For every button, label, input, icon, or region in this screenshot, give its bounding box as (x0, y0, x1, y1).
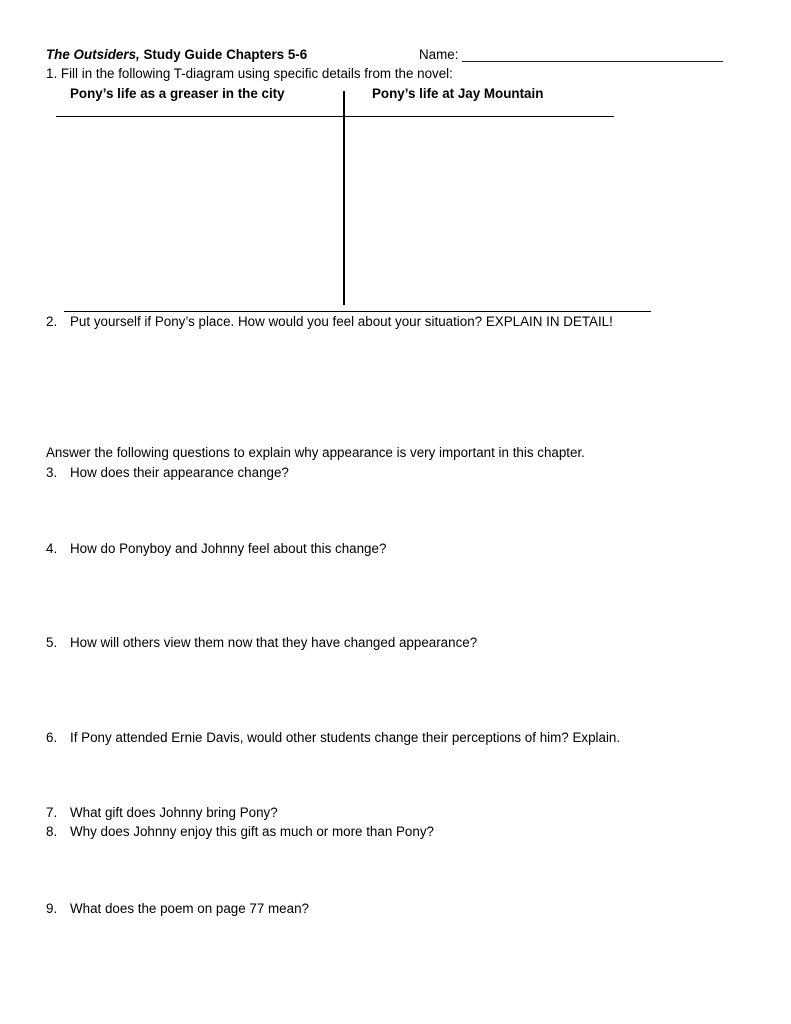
question-3 (46, 465, 289, 481)
question-number: 4. (46, 541, 58, 556)
question-number: 8. (46, 824, 58, 839)
question-text: What does the poem on page 77 mean? (70, 901, 309, 916)
appearance-instructions: Answer the following questions to explain why appearance is very important in this chapter. (46, 445, 585, 460)
question-text: If Pony attended Ernie Davis, would other students change their perceptions of him? Explain. (70, 730, 621, 745)
t-diagram-top-line (56, 116, 614, 117)
t-diagram-right-heading: Pony’s life at Jay Mountain (372, 86, 544, 101)
question-2 (46, 314, 613, 330)
question-text: What gift does Johnny bring Pony? (70, 805, 278, 820)
t-diagram-vertical-line (343, 91, 345, 305)
question-text: Why does Johnny enjoy this gift as much or more than Pony? (70, 824, 434, 839)
t-diagram-left-heading: Pony’s life as a greaser in the city (70, 86, 285, 101)
name-label: Name: (419, 47, 463, 62)
name-field[interactable] (419, 47, 723, 63)
question-text: How does their appearance change? (70, 465, 289, 480)
worksheet-subtitle: Study Guide Chapters 5-6 (139, 47, 308, 62)
question-number: 5. (46, 635, 58, 650)
question-6 (46, 730, 620, 746)
book-title: The Outsiders, (46, 47, 140, 62)
worksheet-title (46, 47, 307, 63)
question-5 (46, 635, 477, 651)
question-2-number: 2. (46, 314, 58, 329)
question-number: 7. (46, 805, 58, 820)
question-9 (46, 901, 309, 917)
question-1-text: 1. Fill in the following T-diagram using specific details from the novel: (46, 66, 453, 81)
question-number: 6. (46, 730, 58, 745)
question-number: 9. (46, 901, 58, 916)
question-4 (46, 541, 386, 557)
question-8 (46, 824, 434, 840)
question-text: How will others view them now that they have changed appearance? (70, 635, 478, 650)
question-text: How do Ponyboy and Johnny feel about this change? (70, 541, 387, 556)
question-number: 3. (46, 465, 58, 480)
question-2-text: Put yourself if Pony’s place. How would you feel about your situation? EXPLAIN IN DETAIL! (70, 314, 613, 329)
name-blank[interactable]: ___________________________________ (462, 47, 723, 62)
t-diagram-bottom-line (64, 311, 651, 312)
question-7 (46, 805, 278, 821)
